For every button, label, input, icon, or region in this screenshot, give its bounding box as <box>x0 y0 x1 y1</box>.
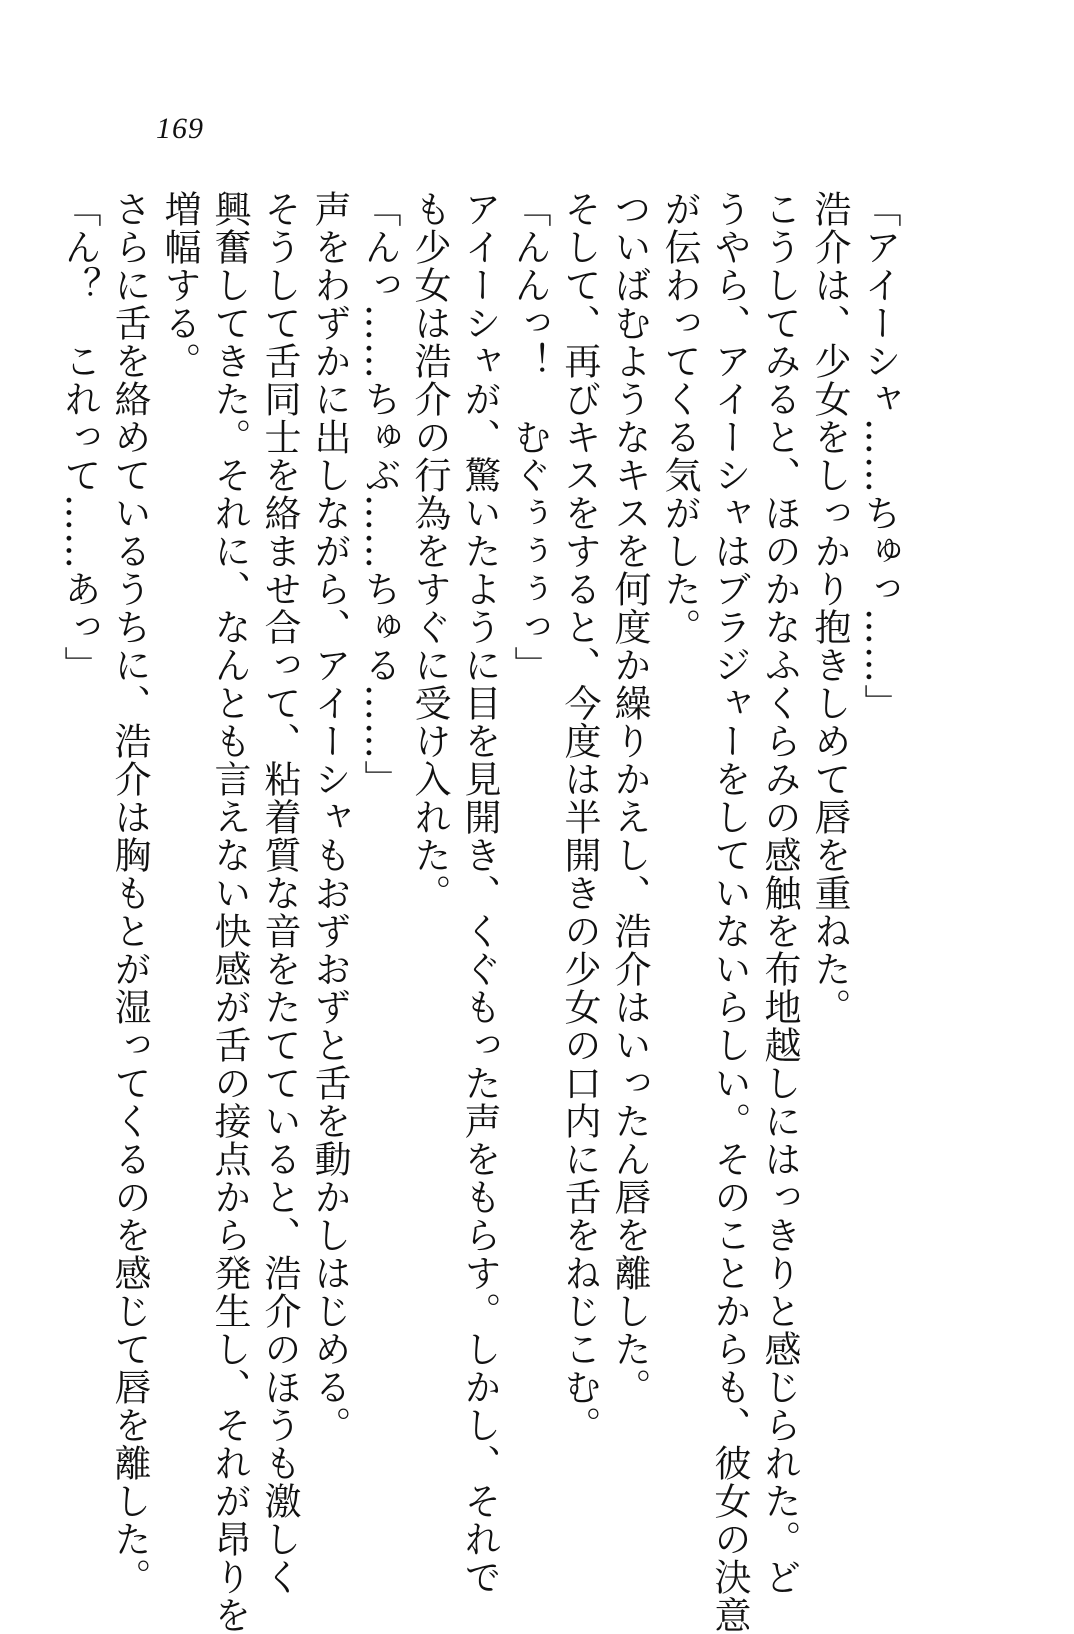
text-line: 「んっ……ちゅぶ……ちゅる……」 <box>358 190 401 798</box>
text-line: 声をわずかに出しながら、アイーシャもおずおずと舌を動かしはじめる。 <box>308 190 351 1444</box>
text-line: 興奮してきた。それに、なんとも言えない快感が舌の接点から発生し、それが昂りを <box>208 190 251 1634</box>
text-line: 「んんっ！ むぐぅぅぅっ」 <box>508 190 551 684</box>
text-line: 浩介は、少女をしっかり抱きしめて唇を重ねた。 <box>808 190 851 1026</box>
text-line: そうして舌同士を絡ませ合って、粘着質な音をたてていると、浩介のほうも激しく <box>258 190 301 1596</box>
text-line: さらに舌を絡めているうちに、浩介は胸もとが湿ってくるのを感じて唇を離した。 <box>108 190 151 1596</box>
text-line: こうしてみると、ほのかなふくらみの感触を布地越しにはっきりと感じられた。ど <box>758 190 801 1596</box>
text-line: 増幅する。 <box>158 190 201 380</box>
page-number: 169 <box>156 112 204 145</box>
text-line: そして、再びキスをすると、今度は半開きの少女の口内に舌をねじこむ。 <box>558 190 601 1444</box>
text-line: 「アイーシャ……ちゅっ……」 <box>858 190 901 722</box>
text-line: 「ん？ これって……あっ」 <box>58 190 101 684</box>
text-line: アイーシャが、驚いたように目を見開き、くぐもった声をもらす。しかし、それで <box>458 190 501 1596</box>
body-text <box>58 190 904 1634</box>
text-line: も少女は浩介の行為をすぐに受け入れた。 <box>408 190 451 912</box>
text-line: うやら、アイーシャはブラジャーをしていないらしい。そのことからも、彼女の決意 <box>708 190 751 1634</box>
text-line: ついばむようなキスを何度か繰りかえし、浩介はいったん唇を離した。 <box>608 190 651 1406</box>
text-line: が伝わってくる気がした。 <box>658 190 701 646</box>
